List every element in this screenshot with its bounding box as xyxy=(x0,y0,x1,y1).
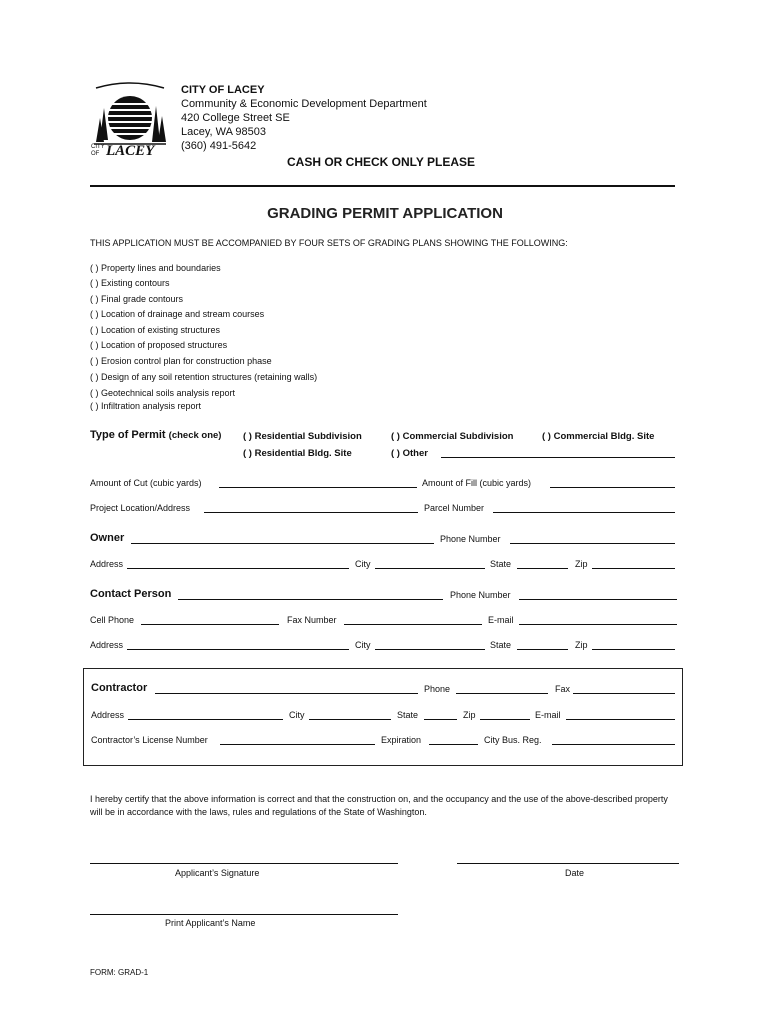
checklist-item[interactable]: ( ) Design of any soil retention structures (retaining walls) xyxy=(90,372,318,382)
payment-note: CASH OR CHECK ONLY PLEASE xyxy=(287,155,476,169)
contractor-phone-label: Phone xyxy=(424,684,451,694)
cell-phone-label: Cell Phone xyxy=(90,615,135,625)
contractor-address-label: Address xyxy=(91,710,125,720)
permit-option-residential-subdivision[interactable]: ( ) Residential Subdivision xyxy=(243,431,362,442)
expiration-field[interactable] xyxy=(429,734,478,745)
header-divider xyxy=(90,185,675,187)
email-field[interactable] xyxy=(519,614,677,625)
contractor-zip-field[interactable] xyxy=(480,709,530,720)
contractor-fax-label: Fax xyxy=(555,684,571,694)
applicant-signature-field[interactable] xyxy=(90,855,398,864)
other-field[interactable] xyxy=(441,447,675,458)
fax-number-label: Fax Number xyxy=(287,615,337,625)
permit-option-commercial-bldg-site[interactable]: ( ) Commercial Bldg. Site xyxy=(542,431,655,442)
city-logo xyxy=(90,80,170,160)
contact-field[interactable] xyxy=(178,589,443,600)
header-street: 420 College Street SE xyxy=(181,112,290,124)
contractor-state-label: State xyxy=(397,710,419,720)
permit-type-title: Type of Permit xyxy=(90,429,166,441)
checklist-item[interactable]: ( ) Geotechnical soils analysis report xyxy=(90,388,236,398)
owner-city-label: City xyxy=(355,559,371,569)
page-title: GRADING PERMIT APPLICATION xyxy=(267,205,503,222)
bus-reg-field[interactable] xyxy=(552,734,675,745)
owner-zip-label: Zip xyxy=(575,559,588,569)
expiration-label: Expiration xyxy=(381,735,422,745)
date-field[interactable] xyxy=(457,855,679,864)
instructions: THIS APPLICATION MUST BE ACCOMPANIED BY FOUR SETS OF GRADING PLANS SHOWING THE FOLLOWING: xyxy=(90,238,568,248)
logo-small-text: CITY OF xyxy=(91,144,105,157)
contact-zip-field[interactable] xyxy=(592,639,675,650)
fill-label: Amount of Fill (cubic yards) xyxy=(422,478,532,488)
parcel-field[interactable] xyxy=(493,502,675,513)
location-field[interactable] xyxy=(204,502,418,513)
checklist-item[interactable]: ( ) Property lines and boundaries xyxy=(90,263,221,273)
owner-field[interactable] xyxy=(131,533,434,544)
contractor-field[interactable] xyxy=(155,683,418,694)
header-department: Community & Economic Development Department xyxy=(181,98,427,110)
contractor-email-label: E-mail xyxy=(535,710,561,720)
checklist-item[interactable]: ( ) Location of proposed structures xyxy=(90,340,228,350)
print-name-field[interactable] xyxy=(90,906,398,915)
contact-city-field[interactable] xyxy=(375,639,485,650)
contact-state-field[interactable] xyxy=(517,639,568,650)
owner-label: Owner xyxy=(90,532,125,544)
contact-address-label: Address xyxy=(90,640,124,650)
location-label: Project Location/Address xyxy=(90,503,191,513)
owner-address-label: Address xyxy=(90,559,124,569)
contact-state-label: State xyxy=(490,640,512,650)
contractor-label: Contractor xyxy=(91,682,148,694)
fax-number-field[interactable] xyxy=(344,614,482,625)
cut-field[interactable] xyxy=(219,477,417,488)
cut-label: Amount of Cut (cubic yards) xyxy=(90,478,202,488)
contact-address-field[interactable] xyxy=(127,639,349,650)
permit-type-check-one: (check one) xyxy=(168,430,222,441)
owner-state-field[interactable] xyxy=(517,558,568,569)
checklist-item[interactable]: ( ) Final grade contours xyxy=(90,294,184,304)
contact-city-label: City xyxy=(355,640,371,650)
checklist-item[interactable]: ( ) Location of drainage and stream courses xyxy=(90,309,265,319)
date-label: Date xyxy=(565,868,585,878)
checklist-item[interactable]: ( ) Erosion control plan for construction phase xyxy=(90,356,272,366)
checklist-item[interactable]: ( ) Existing contours xyxy=(90,278,170,288)
certification-text: I hereby certify that the above information is correct and that the construction on, and the occupancy and the use of the above-described property will be in accordance with the laws, rules and regulations of the State of Washington. xyxy=(90,794,668,817)
form-id: FORM: GRAD-1 xyxy=(90,968,149,977)
owner-zip-field[interactable] xyxy=(592,558,675,569)
owner-address-field[interactable] xyxy=(127,558,349,569)
header-citystate: Lacey, WA 98503 xyxy=(181,126,266,138)
applicant-signature-label: Applicant’s Signature xyxy=(175,868,260,878)
owner-phone-field[interactable] xyxy=(510,533,675,544)
contractor-email-field[interactable] xyxy=(566,709,675,720)
owner-phone-label: Phone Number xyxy=(440,534,501,544)
logo-big-text: LACEY xyxy=(106,143,155,159)
email-label: E-mail xyxy=(488,615,514,625)
fill-field[interactable] xyxy=(550,477,675,488)
owner-state-label: State xyxy=(490,559,512,569)
checklist-item[interactable]: ( ) Location of existing structures xyxy=(90,325,221,335)
contact-label: Contact Person xyxy=(90,588,172,600)
checklist-item[interactable]: ( ) Infiltration analysis report xyxy=(90,401,202,411)
license-label: Contractor’s License Number xyxy=(91,735,208,745)
owner-city-field[interactable] xyxy=(375,558,485,569)
contractor-address-field[interactable] xyxy=(128,709,283,720)
print-name-label: Print Applicant’s Name xyxy=(165,918,256,928)
parcel-label: Parcel Number xyxy=(424,503,485,513)
contractor-city-field[interactable] xyxy=(309,709,391,720)
permit-type-label xyxy=(90,429,221,441)
contact-phone-label: Phone Number xyxy=(450,590,511,600)
header-phone: (360) 491-5642 xyxy=(181,140,257,152)
contractor-city-label: City xyxy=(289,710,305,720)
contact-phone-field[interactable] xyxy=(519,589,677,600)
permit-option-commercial-subdivision[interactable]: ( ) Commercial Subdivision xyxy=(391,431,514,442)
contractor-fax-field[interactable] xyxy=(573,683,675,694)
bus-reg-label: City Bus. Reg. xyxy=(484,735,542,745)
header-city: CITY OF LACEY xyxy=(181,84,265,96)
contractor-state-field[interactable] xyxy=(424,709,457,720)
permit-option-residential-bldg-site[interactable]: ( ) Residential Bldg. Site xyxy=(243,448,352,459)
contact-zip-label: Zip xyxy=(575,640,588,650)
permit-option-other[interactable]: ( ) Other xyxy=(391,448,428,459)
contractor-zip-label: Zip xyxy=(463,710,476,720)
cell-phone-field[interactable] xyxy=(141,614,279,625)
contractor-phone-field[interactable] xyxy=(456,683,548,694)
license-field[interactable] xyxy=(220,734,375,745)
